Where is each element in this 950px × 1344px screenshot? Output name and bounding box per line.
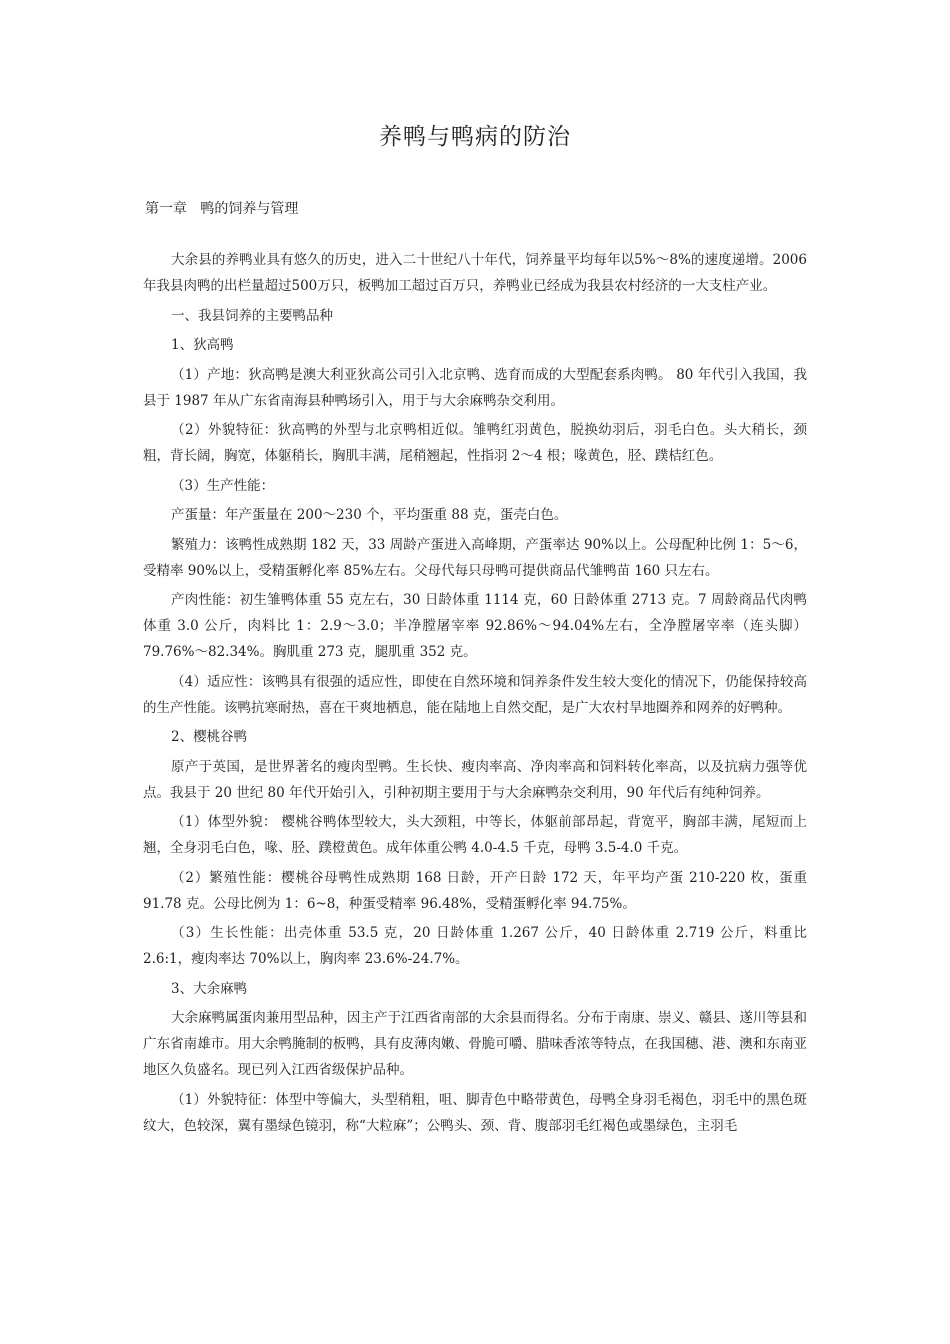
paragraph: 原产于英国，是世界著名的瘦肉型鸭。生长快、瘦肉率高、净肉率高和饲料转化率高，以及抗病力强等优点。我县于 20 世纪 80 年代开始引入，引种初期主要用于与大余麻鸭杂交利用，90 年代后有纯种饲养。 xyxy=(143,758,807,801)
paragraph: （3）生长性能：出壳体重 53.5 克，20 日龄体重 1.267 公斤，40 日龄体重 2.719 公斤，料重比 2.6:1，瘦肉率达 70%以上，胸肉率 23.6%-24.7%。 xyxy=(143,925,807,967)
document-title: 养鸭与鸭病的防治 xyxy=(379,124,571,150)
subsection-heading: 1、狄高鸭 xyxy=(171,337,234,353)
paragraph: 产蛋量：年产蛋量在 200～230 个，平均蛋重 88 克，蛋壳白色。 xyxy=(171,507,568,523)
paragraph: （1）体型外貌： 樱桃谷鸭体型较大，头大颈粗，中等长，体躯前部昂起，背宽平，胸部丰满，尾短而上翘，全身羽毛白色，喙、胫、蹼橙黄色。成年体重公鸭 4.0-4.5 千克，母鸭 3.5-4.0 千克。 xyxy=(143,814,807,856)
paragraph: 繁殖力：该鸭性成熟期 182 天，33 周龄产蛋进入高峰期，产蛋率达 90%以上。公母配种比例 1：5～6，受精率 90%以上，受精蛋孵化率 85%左右。父母代每只母鸭可提供商品代雏鸭苗 160 只左右。 xyxy=(143,536,807,579)
subsection-heading: 3、大余麻鸭 xyxy=(171,980,248,997)
chapter-heading: 第一章 鸭的饲养与管理 xyxy=(145,201,299,217)
paragraph: 大余麻鸭属蛋肉兼用型品种，因主产于江西省南部的大余县而得名。分布于南康、崇义、赣县、遂川等县和广东省南雄市。用大余鸭腌制的板鸭，具有皮薄肉嫩、骨脆可嚼、腊味香浓等特点，在我国穗、港、澳和东南亚地区久负盛名。现已列入江西省级保护品种。 xyxy=(143,1010,807,1078)
paragraph: （1）外貌特征：体型中等偏大，头型稍粗，咀、脚青色中略带黄色，母鸭全身羽毛褐色，羽毛中的黑色斑纹大，色较深，翼有墨绿色镜羽，称“大粒麻”；公鸭头、颈、背、腹部羽毛红褐色或墨绿色，主羽毛 xyxy=(143,1091,807,1134)
paragraph: （2）外貌特征：狄高鸭的外型与北京鸭相近似。雏鸭红羽黄色，脱换幼羽后，羽毛白色。头大稍长，颈粗，背长阔，胸宽，体躯稍长，胸肌丰满，尾稍翘起，性指羽 2～4 根；喙黄色，胫、蹼桔红色。 xyxy=(143,422,807,464)
document-body xyxy=(143,247,807,1142)
paragraph: （2）繁殖性能：樱桃谷母鸭性成熟期 168 日龄，开产日龄 172 天，年平均产蛋 210-220 枚，蛋重 91.78 克。公母比例为 1：6~8，种蛋受精率 96.48%，受精蛋孵化率 94.75%。 xyxy=(143,869,807,912)
subsection-heading: 2、樱桃谷鸭 xyxy=(171,729,248,745)
paragraph: 大余县的养鸭业具有悠久的历史，进入二十世纪八十年代，饲养量平均每年以5%～8%的速度递增。2006年我县肉鸭的出栏量超过500万只，板鸭加工超过百万只，养鸭业已经成为我县农村经济的一大支柱产业。 xyxy=(143,252,807,294)
paragraph: 产肉性能：初生雏鸭体重 55 克左右，30 日龄体重 1114 克，60 日龄体重 2713 克。7 周龄商品代肉鸭体重 3.0 公斤，肉料比 1：2.9～3.0；半净膛屠宰率 92.86%～94.04%左右，全净膛屠宰率（连头脚）79.76%～82.34%。胸肌重 273 克，腿肌重 352 克。 xyxy=(143,592,807,660)
paragraph: （1）产地：狄高鸭是澳大利亚狄高公司引入北京鸭、选育而成的大型配套系肉鸭。 80 年代引入我国，我县于 1987 年从广东省南海县种鸭场引入，用于与大余麻鸭杂交利用。 xyxy=(143,366,807,409)
paragraph: （3）生产性能： xyxy=(171,477,275,494)
paragraph: （4）适应性：该鸭具有很强的适应性，即使在自然环境和饲养条件发生较大变化的情况下，仍能保持较高的生产性能。该鸭抗寒耐热，喜在干爽地栖息，能在陆地上自然交配，是广大农村旱地圈养和网养的好鸭种。 xyxy=(143,673,807,716)
section-heading: 一、我县饲养的主要鸭品种 xyxy=(171,307,333,324)
